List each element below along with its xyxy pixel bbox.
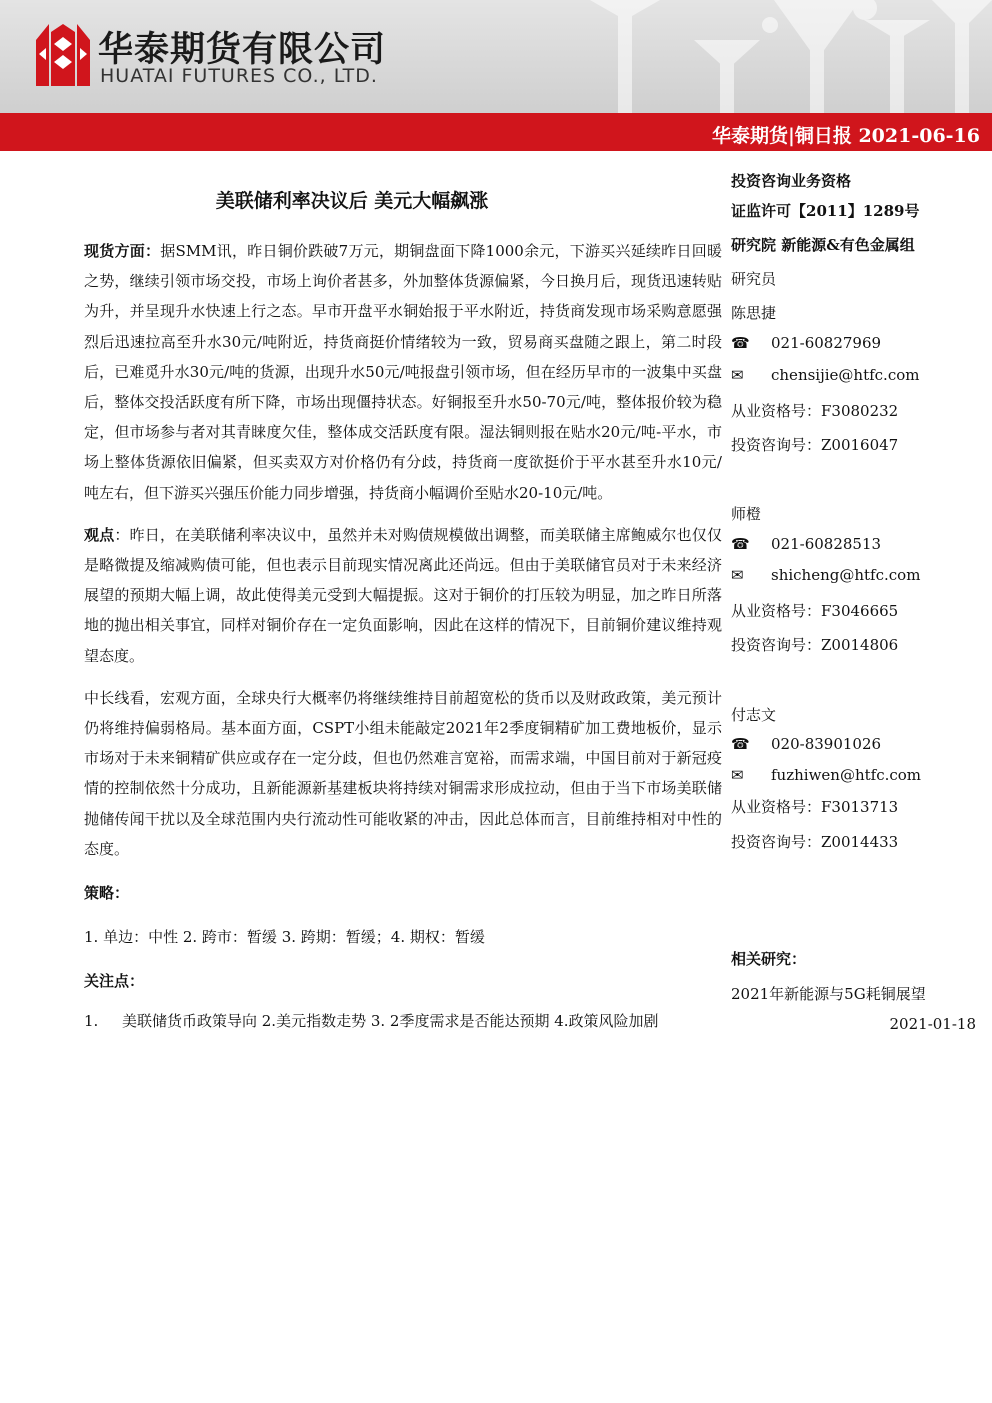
license-number: 证监许可【2011】1289号 [731,202,920,220]
email-icon: ✉ [731,766,744,784]
focus-text: 美联储货币政策导向 2.美元指数走势 3. 2季度需求是否能达预期 4.政策风险加剧 [122,1012,659,1031]
analyst-name: 付志文 [731,706,777,724]
focus-heading: 关注点： [84,972,145,991]
email-icon: ✉ [731,566,744,584]
company-name-en: HUATAI FUTURES CO., LTD. [100,65,378,87]
spot-paragraph [84,236,722,508]
analyst-email: ✉ fuzhiwen@htfc.com [731,766,922,784]
page-header [0,0,992,113]
article-body [84,236,722,1036]
view-paragraph [84,520,722,671]
phone-icon: ☎ [731,334,750,352]
long-term-paragraph: 中长线看，宏观方面，全球央行大概率仍将继续维持目前超宽松的货币以及财政政策，美元预计仍将维持偏弱格局。基本面方面，CSPT小组未能敲定2021年2季度铜精矿加工费地板价，显示市场对于未来铜精矿供应或存在一定分歧，但也仍然难言宽裕，而需求端，中国目前对于新冠疫情的控制依然十分成功，且新能源新基建板块将持续对铜需求形成拉动，但由于当下市场美联储抛储传闻干扰以及全球范围内央行流动性可能收紧的冲击，因此总体而言，目前维持相对中性的态度。 [84,688,722,858]
analyst-name: 师橙 [731,505,762,523]
analyst-email: ✉ shicheng@htfc.com [731,566,921,584]
analyst-consult: 投资咨询号：Z0014806 [731,636,899,654]
focus-item [84,1006,722,1036]
analyst-cert: 从业资格号：F3013713 [731,798,899,816]
article-title: 美联储利率决议后 美元大幅飙涨 [215,190,489,212]
institute: 研究院 新能源&有色金属组 [731,236,915,254]
qualification: 投资咨询业务资格 [731,172,852,190]
analyst-email: ✉ chensijie@htfc.com [731,366,920,384]
view-label: 观点 [84,525,115,544]
analyst-phone: ☎ 021-60827969 [731,334,882,352]
company-logo-icon [36,24,90,86]
analyst-cert: 从业资格号：F3046665 [731,602,899,620]
view-text: ：昨日，在美联储利率决议中，虽然并未对购债规模做出调整，而美联储主席鲍威尔也仅仅是略微提及缩减购债可能，但也表示目前现实情况离此还尚远。但由于美联储官员对于未来经济展望的预期大幅上调，故此使得美元受到大幅提振。这对于铜价的打压较为明显，加之昨日所落地的抛出相关事宜，同样对铜价存在一定负面影响，因此在这样的情况下，目前铜价建议维持观望态度。 [84,525,722,665]
company-name-cn: 华泰期货有限公司 [98,30,387,70]
report-banner [0,113,992,151]
spot-text: 据SMM讯，昨日铜价跌破7万元，期铜盘面下降1000余元，下游买兴延续昨日回暖之势，继续引领市场交投，市场上询价者甚多，外加整体货源偏紧，今日换月后，现货迅速转贴为升，并呈现升水快速上行之态。早市开盘平水铜始报于平水附近，持货商发现市场采购意愿强烈后迅速拉高至升水30元/吨附近，持货商挺价情绪较为一致，贸易商买盘随之跟上，第二时段后，已难觅升水30元/吨的货源，出现升水50元/吨报盘引领市场，但在经历早市的一波集中买盘后，整体交投活跃度有所下降，市场出现僵持状态。好铜报至升水50-70元/吨，整体报价较为稳定，但市场参与者对其青睐度欠佳，整体成交活跃度有限。湿法铜则报在贴水20元/吨-平水，市场上整体货源依旧偏紧，但买卖双方对价格仍有分歧，持货商一度欲挺价于平水甚至升水10元/吨左右，但下游买兴强压价能力同步增强，持货商小幅调价至贴水20-10元/吨。 [84,242,722,502]
analyst-name: 陈思捷 [731,304,777,322]
related-research-title[interactable]: 2021年新能源与5G耗铜展望 [731,985,926,1003]
spot-label: 现货方面： [84,242,161,260]
phone-icon: ☎ [731,535,750,553]
email-icon: ✉ [731,366,744,384]
focus-number: 1. [84,1012,99,1031]
related-research-label: 相关研究： [731,950,807,968]
researcher-label: 研究员 [731,270,777,288]
strategy-heading: 策略： [84,884,130,903]
strategy-text: 1. 单边：中性 2. 跨市：暂缓 3. 跨期：暂缓；4. 期权：暂缓 [84,928,485,947]
analyst-phone: ☎ 021-60828513 [731,535,882,553]
analyst-phone: ☎ 020-83901026 [731,735,882,753]
phone-icon: ☎ [731,735,750,753]
related-research-date: 2021-01-18 [889,1015,976,1033]
analyst-cert: 从业资格号：F3080232 [731,402,899,420]
header-decoration-graphic [560,0,992,113]
analyst-consult: 投资咨询号：Z0016047 [731,436,899,454]
analyst-consult: 投资咨询号：Z0014433 [731,833,899,851]
report-tag: 华泰期货|铜日报 2021-06-16 [711,125,980,147]
